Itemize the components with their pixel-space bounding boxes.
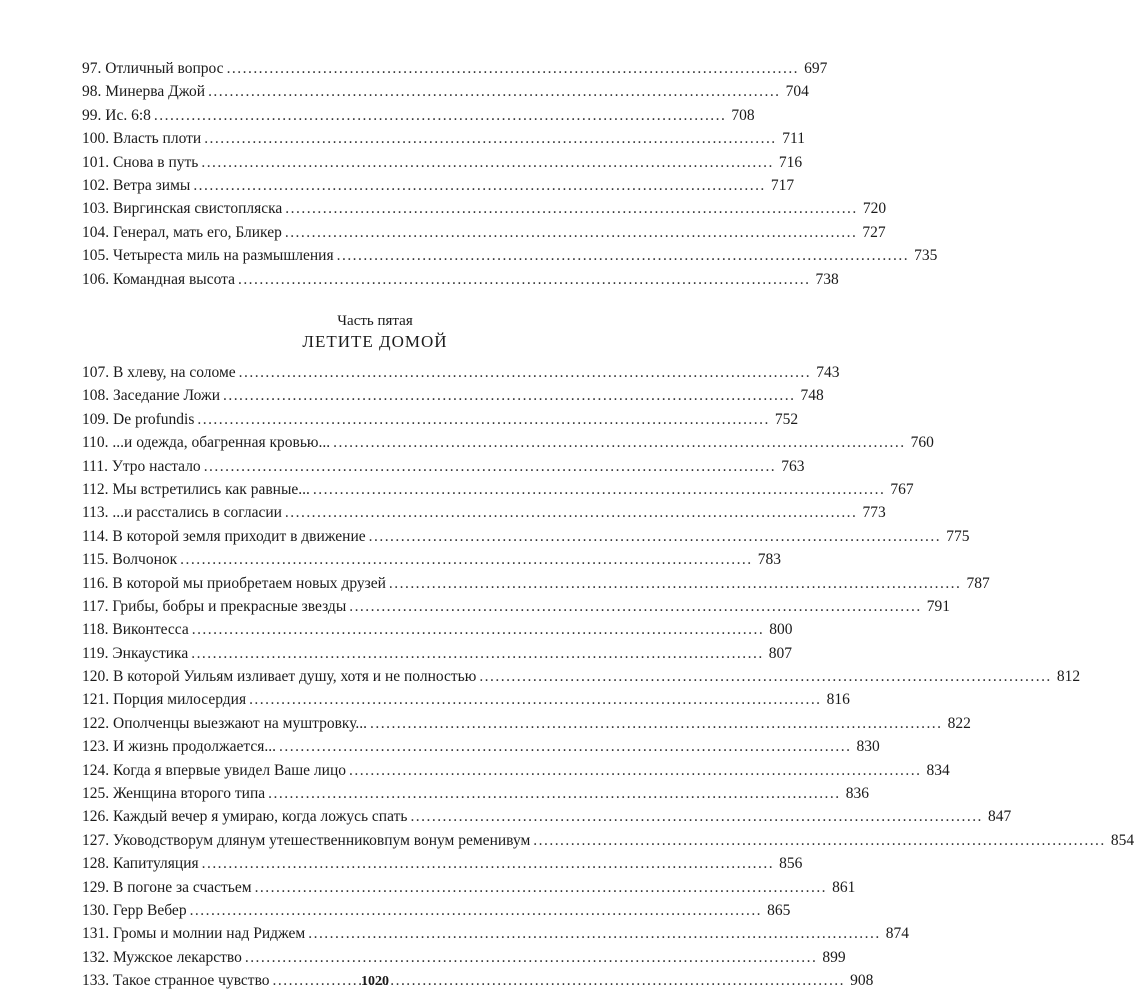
toc-entry-page: 716 [778,153,803,171]
toc-entry-page: 874 [885,925,910,943]
dot-leader [190,899,760,922]
dot-leader [202,852,772,875]
toc-entry-page: 738 [815,270,839,288]
toc-entry-page: 791 [926,597,951,615]
toc-entry-page: 773 [862,504,886,522]
dot-leader [204,127,774,150]
toc-entry-page: 704 [785,83,809,101]
dot-leader [333,431,903,454]
dot-leader [313,478,883,501]
dot-leader [255,876,825,899]
toc-entry [82,618,793,641]
toc-entry [82,384,824,407]
part-label: Часть пятая [337,313,413,329]
toc-entry-title: 105. Четыреста миль на размышления [82,247,334,265]
dot-leader [308,922,878,945]
dot-leader [285,197,855,220]
dot-leader [337,244,907,267]
toc-entry-title: 106. Командная высота [82,270,235,288]
toc-entry [82,525,970,548]
dot-leader [192,618,762,641]
dot-leader [285,221,855,244]
toc-entry [82,759,950,782]
toc-entry [82,104,755,127]
toc-entry-title: 133. Такое странное чувство [82,972,270,990]
toc-entry [82,127,805,150]
dot-leader [279,735,849,758]
toc-entry-page: 708 [731,106,755,124]
toc-entry-title: 109. De profundis [82,410,195,428]
toc-entry-title: 124. Когда я впервые увидел Ваше лицо [82,761,346,779]
toc-entry-title: 114. В которой земля приходит в движение [82,527,366,545]
dot-leader [227,57,797,80]
toc-entry-title: 101. Снова в путь [82,153,199,171]
dot-leader [245,946,815,969]
toc-entry [82,151,803,174]
toc-entry [82,735,880,758]
toc-entry-page: 775 [946,527,970,545]
toc-entry [82,174,795,197]
part-title: ЛЕТИТЕ ДОМОЙ [302,332,448,351]
toc-entry-title: 111. Утро настало [82,457,201,475]
toc-entry-title: 131. Громы и молнии над Риджем [82,925,306,943]
toc-entry [82,57,828,80]
toc-entry-title: 97. Отличный вопрос [82,60,224,77]
toc-entry-page: 767 [890,480,914,498]
toc-entry [82,712,971,735]
toc-entry [82,361,840,384]
dot-leader [349,759,919,782]
toc-entry-page: 865 [767,901,791,919]
dot-leader [208,80,778,103]
toc-entry-title: 100. Власть плоти [82,130,202,148]
toc-entry [82,455,805,478]
toc-entry-page: 748 [800,387,824,405]
toc-entry-title: 130. Герр Вебер [82,901,187,919]
toc-entry-page: 752 [774,410,799,428]
dot-leader [154,104,724,127]
dot-leader [204,455,774,478]
toc-entry-title: 99. Ис. 6:8 [82,106,151,124]
toc-entry-title: 122. Ополченцы выезжают на муштровку... [82,714,368,732]
toc-entry-page: 836 [845,785,869,803]
toc-entry-page: 711 [782,130,805,148]
toc-entry-title: 119. Энкаустика [82,644,189,662]
toc-entry [82,665,1081,688]
dot-leader [238,268,808,291]
toc-entry-page: 834 [926,761,950,779]
toc-entry-page: 807 [768,644,792,662]
dot-leader [389,572,959,595]
toc-entry-page: 763 [781,457,805,475]
dot-leader [249,688,819,711]
toc-entry-page: 822 [947,714,971,732]
toc-entry-title: 125. Женщина второго типа [82,785,266,803]
toc-entry-title: 126. Каждый вечер я умираю, когда ложусь спать [82,808,408,826]
toc-entry-page: 743 [816,364,840,381]
toc-entry-page: 861 [832,878,856,896]
toc-entry-page: 727 [862,223,886,241]
dot-leader [268,782,838,805]
dot-leader [479,665,1049,688]
toc-entry-page: 830 [856,738,880,756]
toc-entry [82,852,803,875]
toc-entry [82,478,914,501]
toc-entry-page: 812 [1056,668,1081,686]
toc-entry [82,431,934,454]
toc-entry [82,221,886,244]
dot-leader [193,174,763,197]
toc-entry-title: 128. Капитуляция [82,855,199,873]
toc-entry-page: 856 [779,855,803,873]
toc-entry [82,244,938,267]
toc-entry [82,501,886,524]
dot-leader [533,829,1103,852]
dot-leader [197,408,767,431]
toc-entry [82,946,846,969]
dot-leader [180,548,750,571]
toc-entry-page: 720 [862,200,887,218]
toc-entry [82,805,1012,828]
toc-entry [82,876,856,899]
toc-entry-page: 847 [987,808,1012,826]
toc-entry-title: 123. И жизнь продолжается... [82,738,277,756]
toc-entry-title: 116. В которой мы приобретаем новых друзей [82,574,386,592]
toc-entry-page: 899 [822,948,846,966]
toc-entry-title: 120. В которой Уильям изливает душу, хотя и не полностью [82,668,477,686]
toc-entry-title: 107. В хлеву, на соломе [82,364,236,381]
toc-entry [82,572,990,595]
dot-leader [201,151,771,174]
toc-entry [82,782,869,805]
toc-entry [82,408,799,431]
dot-leader [369,525,939,548]
toc-entry [82,688,850,711]
toc-entry [82,829,1134,852]
toc-entry [82,922,910,945]
toc-entry-page: 735 [914,247,938,265]
page-number: 1020 [361,974,389,989]
toc-entry-title: 110. ...и одежда, обагренная кровью... [82,434,331,452]
toc-entry-title: 108. Заседание Ложи [82,387,220,405]
toc-list-part-five [82,361,1134,993]
toc-entry-title: 113. ...и расстались в согласии [82,504,282,522]
dot-leader [191,642,761,665]
toc-entry-page: 787 [966,574,990,592]
toc-entry-title: 103. Виргинская свистопляска [82,200,283,218]
dot-leader [410,805,980,828]
dot-leader [349,595,919,618]
toc-entry-page: 816 [826,691,850,709]
toc-entry-page: 760 [910,434,934,452]
toc-entry-page: 697 [804,60,828,77]
toc-entry [82,268,839,291]
toc-entry-page: 800 [769,621,793,639]
toc-entry [82,197,887,220]
toc-entry-title: 115. Волчонок [82,551,178,569]
toc-entry-page: 854 [1110,831,1134,849]
dot-leader [370,712,940,735]
toc-entry [82,548,781,571]
dot-leader [239,361,809,384]
toc-entry [82,642,792,665]
toc-entry [82,899,791,922]
toc-entry-title: 129. В погоне за счастьем [82,878,252,896]
toc-entry-title: 102. Ветра зимы [82,176,191,194]
toc-entry-title: 118. Виконтесса [82,621,189,639]
toc-entry-page: 783 [757,551,781,569]
dot-leader [223,384,793,407]
dot-leader [285,501,855,524]
toc-list-part-four [82,57,938,291]
toc-entry-title: 104. Генерал, мать его, Бликер [82,223,282,241]
toc-entry-title: 112. Мы встретились как равные... [82,480,310,498]
toc-entry-page: 908 [850,972,874,990]
toc-entry-title: 132. Мужское лекарство [82,948,242,966]
toc-entry-title: 117. Грибы, бобры и прекрасные звезды [82,597,347,615]
toc-entry-title: 121. Порция милосердия [82,691,247,709]
toc-entry-page: 717 [770,176,795,194]
toc-entry-title: 127. Уководстворум длянум утешественниковпум вонум ременивум [82,831,531,849]
toc-entry-title: 98. Минерва Джой [82,83,206,101]
toc-entry [82,595,951,618]
toc-entry [82,80,809,103]
